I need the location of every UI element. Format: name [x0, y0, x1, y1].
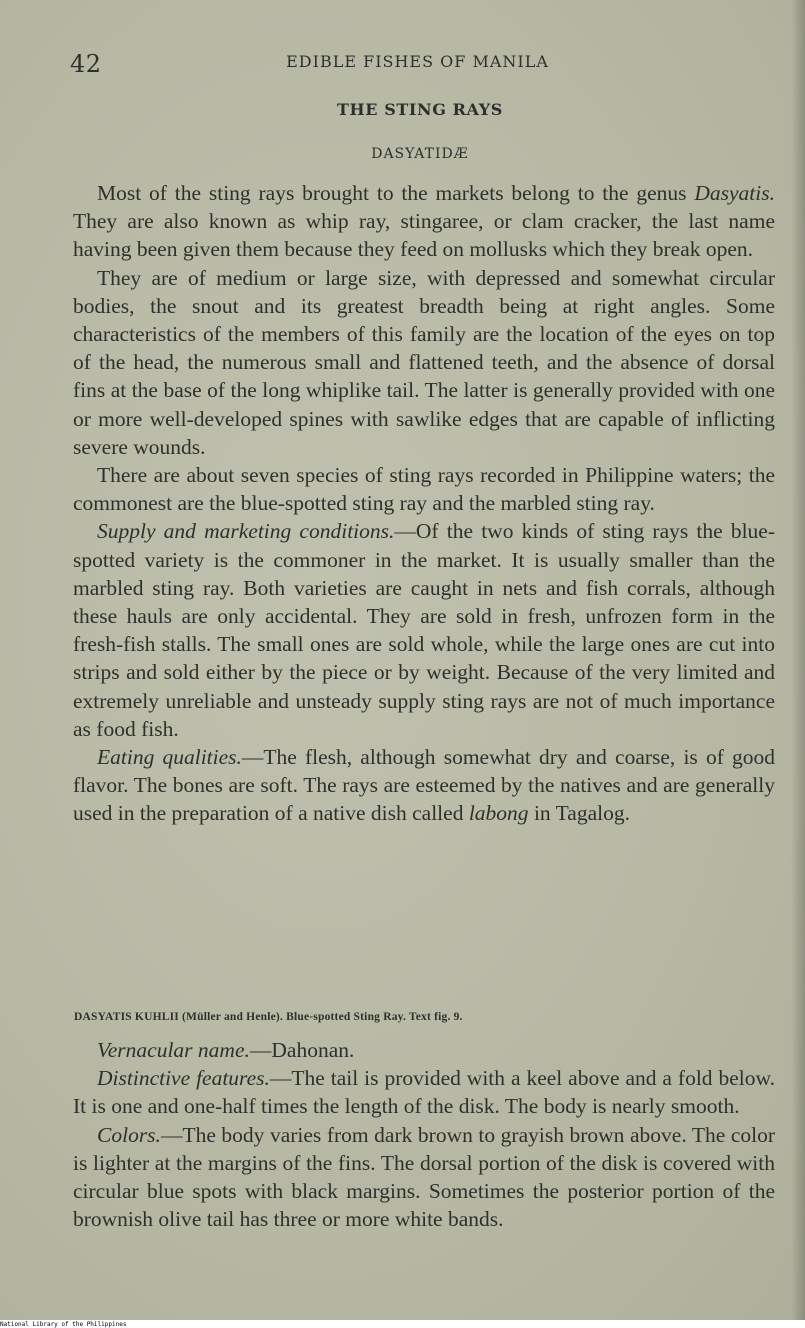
paragraph-colors [73, 1121, 775, 1234]
page-number: 42 [70, 50, 102, 78]
page-edge-shadow [791, 0, 805, 1320]
paragraph-text: —The tail is provided with a keel above and a fold below. It is one and one-half times the length of the disk. The body is nearly smooth. [73, 1066, 775, 1119]
paragraph-description: They are of medium or large size, with depressed and somewhat circular bodies, the snout and its greatest breadth being at right angles. Some characteristics of the members of this family are the location of the eyes on top of the head, the numerous small and flattened teeth, and the absence of dorsal fins at the base of the long whiplike tail. The latter is generally provided with one or more well-developed spines with sawlike edges that are capable of inflicting severe wounds. [73, 265, 775, 459]
paragraph-text: —The body varies from dark brown to grayish brown above. The color is lighter at the margins of the fins. The dorsal portion of the disk is covered with circular blue spots with black margins. Sometimes the posterior portion of the brownish olive tail has three or more white bands. [73, 1122, 775, 1232]
running-title: EDIBLE FISHES OF MANILA [286, 52, 549, 71]
paragraph-text: —Dahonan. [249, 1038, 355, 1062]
subsection-label: Vernacular name. [97, 1038, 250, 1062]
paragraph-text: in Tagalog. [528, 801, 630, 826]
paragraph-text: —Of the two kinds of sting rays the blue-spotted variety is the commoner in the market. It is usually smaller than the marbled sting ray. Both varieties are caught in nets and fish corrals, although these hauls are only accidental. They are sold in fresh, unfrozen form in the fresh-fish stalls. The small ones are sold whole, while the large ones are cut into strips and sold either by the piece or by weight. Because of the very limited and extremely unreliable and unsteady supply sting rays are not of much importance as food fish. [73, 519, 776, 741]
paragraph-intro [73, 179, 775, 264]
subsection-label: Eating qualities. [97, 745, 242, 770]
paragraph-text: —The flesh, although somewhat dry and coarse, is of good flavor. The bones are soft. The rays are esteemed by the natives and are generally used in the preparation of a native dish called [73, 745, 775, 826]
paragraph-eating [73, 743, 775, 828]
paragraph-species-count: There are about seven species of sting rays recorded in Philippine waters; the commonest are the blue-spotted sting ray and the marbled sting ray. [73, 463, 775, 516]
body-text [73, 179, 775, 828]
native-term: labong [468, 801, 529, 826]
family-name: DASYATIDÆ [371, 146, 469, 162]
library-credit: National Library of the Philippines [0, 1321, 127, 1328]
paragraph-vernacular [73, 1036, 775, 1064]
subsection-label: Colors. [97, 1122, 161, 1147]
genus-name: Dasyatis. [694, 181, 775, 205]
species-text [73, 1036, 775, 1233]
paragraph-text: They are also known as whip ray, stingaree, or clam cracker, the last name having been given them because they feed on mollusks which they break open. [73, 209, 775, 262]
paragraph-text: Most of the sting rays brought to the markets belong to the genus [97, 181, 695, 205]
subsection-label: Distinctive features. [97, 1066, 270, 1091]
species-heading: DASYATIS KUHLII (Müller and Henle). Blue-spotted Sting Ray. Text fig. 9. [74, 1011, 463, 1023]
paragraph-supply [73, 517, 775, 743]
subsection-label: Supply and marketing conditions. [97, 519, 395, 544]
paragraph-distinctive [73, 1064, 775, 1120]
section-title: THE STING RAYS [337, 100, 503, 119]
